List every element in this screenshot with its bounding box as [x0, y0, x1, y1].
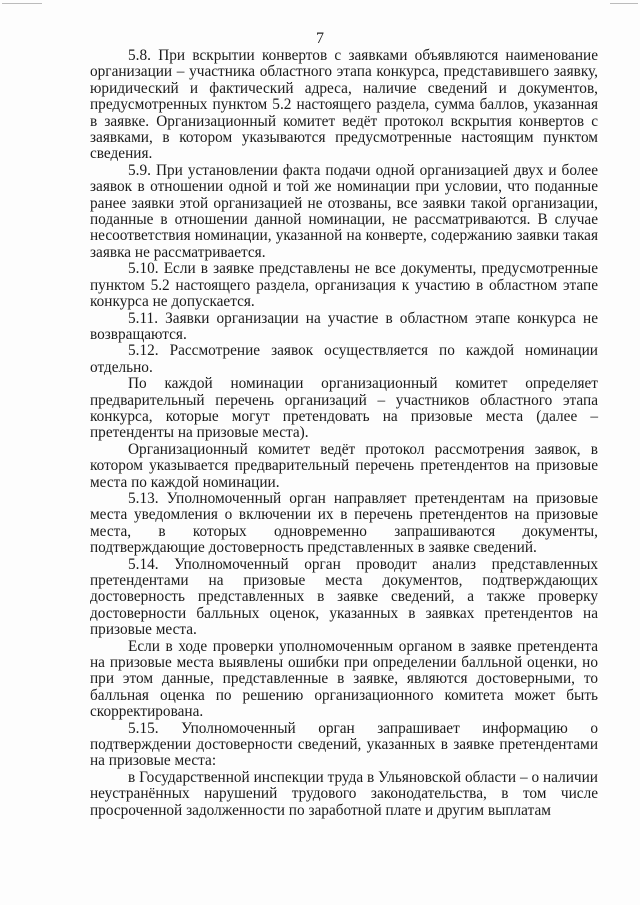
page-number: 7 — [316, 30, 324, 47]
paragraph-5-12-protocol: Организационный комитет ведёт протокол рассмотрения заявок, в котором указывается предварительный перечень претендентов на призовые места по каждой номинации. — [90, 440, 598, 491]
scan-artifact — [610, 3, 638, 4]
paragraph-5-14-correction: Если в ходе проверки уполномоченным органом в заявке претендента на призовые места выявлены ошибки при определении балльной оценки, но при этом данные, представленные в заявке, являются достоверными, то балльная оценка по решению организационного комитета может быть скорректирована. — [90, 637, 598, 721]
paragraph-5-9: 5.9. При установлении факта подачи одной организацией двух и более заявок в отношении одной и той же номинации при условии, что поданные ранее заявки этой организацией не отозваны, все заявки такой организации, поданные в отношении данной номинации, не рассматриваются. В случае несоответствия номинации, указанной на конверте, содержанию заявки такая заявка не рассматривается. — [90, 161, 598, 261]
paragraph-5-14: 5.14. Уполномоченный орган проводит анализ представленных претендентами на призовые места документов, подтверждающих достоверность представленных в заявке сведений, а также проверку достоверности балльных оценок, указанных в заявках претендентов на призовые места. — [90, 555, 598, 639]
paragraph-5-15-labour-inspection: в Государственной инспекции труда в Ульяновской области – о наличии неустранённых нарушений трудового законодательства, в том числе просроченной задолженности по заработной плате и другим выплатам — [90, 768, 598, 819]
paragraph-5-12: 5.12. Рассмотрение заявок осуществляется по каждой номинации отдельно. — [90, 342, 598, 376]
paragraph-5-12-nominations: По каждой номинации организационный комитет определяет предварительный перечень организаций – участников областного этапа конкурса, которые могут претендовать на призовые места (далее – претенденты на призовые места). — [90, 375, 598, 442]
document-body — [90, 48, 598, 819]
paragraph-5-13: 5.13. Уполномоченный орган направляет претендентам на призовые места уведомления о включении их в перечень претендентов на призовые места, в которых одновременно запрашиваются документы, подтверждающие достоверность представленных в заявке сведений. — [90, 489, 598, 557]
scan-artifact — [2, 3, 42, 4]
paragraph-5-8: 5.8. При вскрытии конвертов с заявками объявляются наименование организации – участника областного этапа конкурса, представившего заявку, юридический и фактический адреса, наличие сведений и документов, предусмотренных пунктом 5.2 настоящего раздела, сумма баллов, указанная в заявке. Организационный комитет ведёт протокол вскрытия конвертов с заявками, в котором указываются предусмотренные настоящим пунктом сведения. — [90, 47, 598, 163]
paragraph-5-11: 5.11. Заявки организации на участие в областном этапе конкурса не возвращаются. — [90, 309, 598, 343]
paragraph-5-15: 5.15. Уполномоченный орган запрашивает информацию о подтверждении достоверности сведений, указанных в заявке претендентами на призовые места: — [90, 719, 598, 770]
paragraph-5-10: 5.10. Если в заявке представлены не все документы, предусмотренные пунктом 5.2 настоящего раздела, организация к участию в областном этапе конкурса не допускается. — [90, 260, 598, 311]
